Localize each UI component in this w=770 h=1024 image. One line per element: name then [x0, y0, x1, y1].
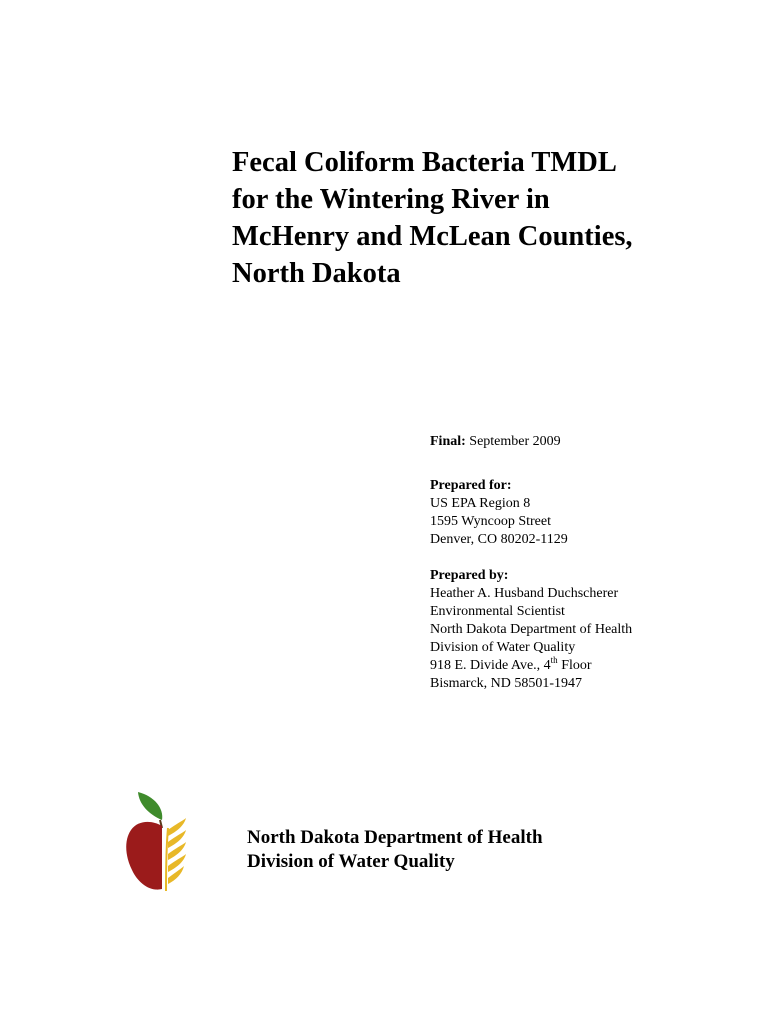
prepared-by-line-3: North Dakota Department of Health [430, 622, 633, 637]
apple-shape [126, 822, 162, 890]
final-value: September 2009 [465, 434, 561, 449]
prepared-for-label: Prepared for: [430, 478, 512, 493]
prepared-by-line-2: Environmental Scientist [430, 604, 565, 619]
title-line-1: Fecal Coliform Bacteria TMDL [232, 147, 617, 178]
prepared-by-line-1: Heather A. Husband Duchscherer [430, 586, 619, 601]
prepared-by-line-4: Division of Water Quality [430, 640, 576, 655]
title-line-2: for the Wintering River in [232, 184, 550, 215]
prepared-for-line-1: US EPA Region 8 [430, 496, 531, 511]
final-label: Final: [430, 434, 466, 449]
apple-wheat-logo-icon [122, 790, 192, 894]
org-line-1: North Dakota Department of Health [247, 827, 543, 848]
prepared-by-city: Bismarck, ND 58501-1947 [430, 676, 583, 691]
org-line-2: Division of Water Quality [247, 851, 455, 872]
prepared-by-label: Prepared by: [430, 568, 509, 583]
organization-name [247, 826, 543, 874]
leaf-shape [138, 792, 162, 820]
wheat-stalk-shape [166, 828, 168, 891]
title-line-4: North Dakota [232, 258, 401, 289]
title-line-3: McHenry and McLean Counties, [232, 221, 633, 252]
document-info [430, 433, 760, 693]
document-title [232, 144, 732, 292]
prepared-for-line-3: Denver, CO 80202-1129 [430, 532, 568, 547]
prepared-for-line-2: 1595 Wyncoop Street [430, 514, 551, 529]
final-date [430, 433, 760, 451]
prepared-by-address: 918 E. Divide Ave., 4th Floor [430, 655, 592, 673]
